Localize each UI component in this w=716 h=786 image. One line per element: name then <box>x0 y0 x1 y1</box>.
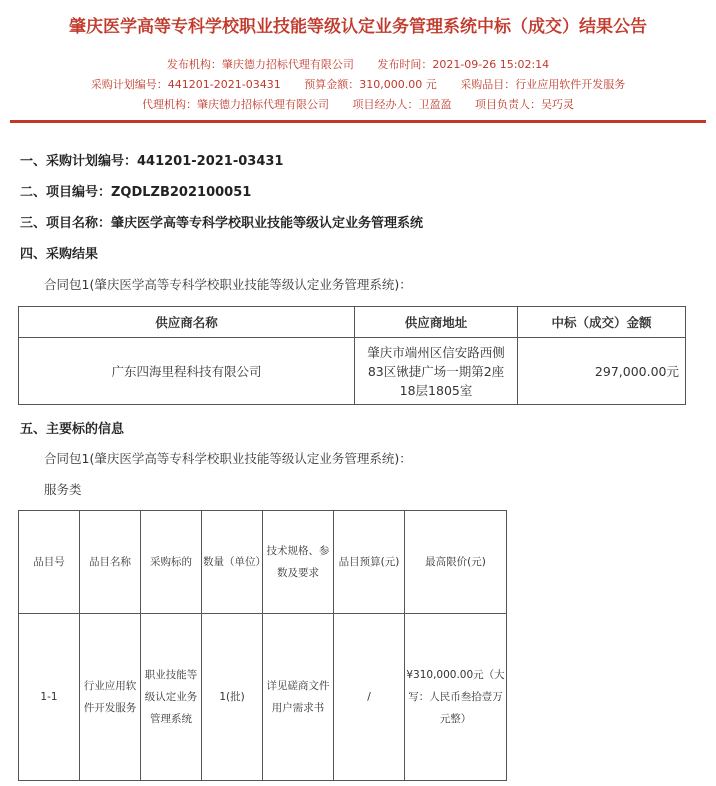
item-budget: / <box>334 614 405 781</box>
item-name: 行业应用软件开发服务 <box>80 614 141 781</box>
handler: 项目经办人：卫盈盈 <box>352 98 452 111</box>
section-project-name: 三、项目名称：肇庆医学高等专科学校职业技能等级认定业务管理系统 <box>20 216 424 231</box>
item-table <box>18 510 507 781</box>
meta-line-2 <box>0 76 716 92</box>
plan-number: 采购计划编号：441201-2021-03431 <box>90 78 281 91</box>
meta-line-3 <box>0 96 716 112</box>
header-max-price: 最高限价(元) <box>405 511 507 614</box>
header-budget: 品目预算(元) <box>334 511 405 614</box>
procurement-item: 采购品目：行业应用软件开发服务 <box>460 78 626 91</box>
item-target: 职业技能等级认定业务管理系统 <box>141 614 202 781</box>
agency: 代理机构：肇庆德力招标代理有限公司 <box>142 98 329 111</box>
package-label: 合同包1(肇庆医学高等专科学校职业技能等级认定业务管理系统)： <box>44 277 412 292</box>
item-spec: 详见磋商文件用户需求书 <box>263 614 334 781</box>
section-plan-number: 一、采购计划编号：441201-2021-03431 <box>20 154 284 169</box>
item-quantity: 1(批) <box>202 614 263 781</box>
header-award-amount: 中标（成交）金额 <box>518 307 686 338</box>
section-project-number: 二、项目编号：ZQDLZB202100051 <box>20 185 252 200</box>
table-row <box>19 614 507 781</box>
supplier-name: 广东四海里程科技有限公司 <box>19 338 355 405</box>
budget-amount: 预算金额：310,000.00 元 <box>304 78 437 91</box>
header-target: 采购标的 <box>141 511 202 614</box>
publish-time: 发布时间：2021-09-26 15:02:14 <box>377 58 550 71</box>
project-lead: 项目负责人：吴巧灵 <box>475 98 574 111</box>
title-divider <box>10 120 706 123</box>
table-row <box>19 338 686 405</box>
publisher: 发布机构：肇庆德力招标代理有限公司 <box>166 58 354 71</box>
section-main-items: 五、主要标的信息 <box>20 422 125 437</box>
header-supplier-name: 供应商名称 <box>19 307 355 338</box>
notice-title: 肇庆医学高等专科学校职业技能等级认定业务管理系统中标（成交）结果公告 <box>69 17 647 37</box>
section-result: 四、采购结果 <box>20 247 99 262</box>
package-label-2: 合同包1(肇庆医学高等专科学校职业技能等级认定业务管理系统)： <box>44 451 412 466</box>
meta-line-1 <box>0 56 716 72</box>
supplier-address: 肇庆市端州区信安路西侧83区锹捷广场一期第2座18层1805室 <box>355 338 518 405</box>
header-supplier-address: 供应商地址 <box>355 307 518 338</box>
result-table <box>18 306 686 405</box>
header-item-name: 品目名称 <box>80 511 141 614</box>
header-quantity: 数量（单位） <box>202 511 263 614</box>
item-no: 1-1 <box>19 614 80 781</box>
category-label: 服务类 <box>44 482 82 497</box>
header-spec: 技术规格、参数及要求 <box>263 511 334 614</box>
item-max-price: ¥310,000.00元（大写：人民币叁拾壹万元整） <box>405 614 507 781</box>
header-item-no: 品目号 <box>19 511 80 614</box>
award-amount: 297,000.00元 <box>518 338 686 405</box>
